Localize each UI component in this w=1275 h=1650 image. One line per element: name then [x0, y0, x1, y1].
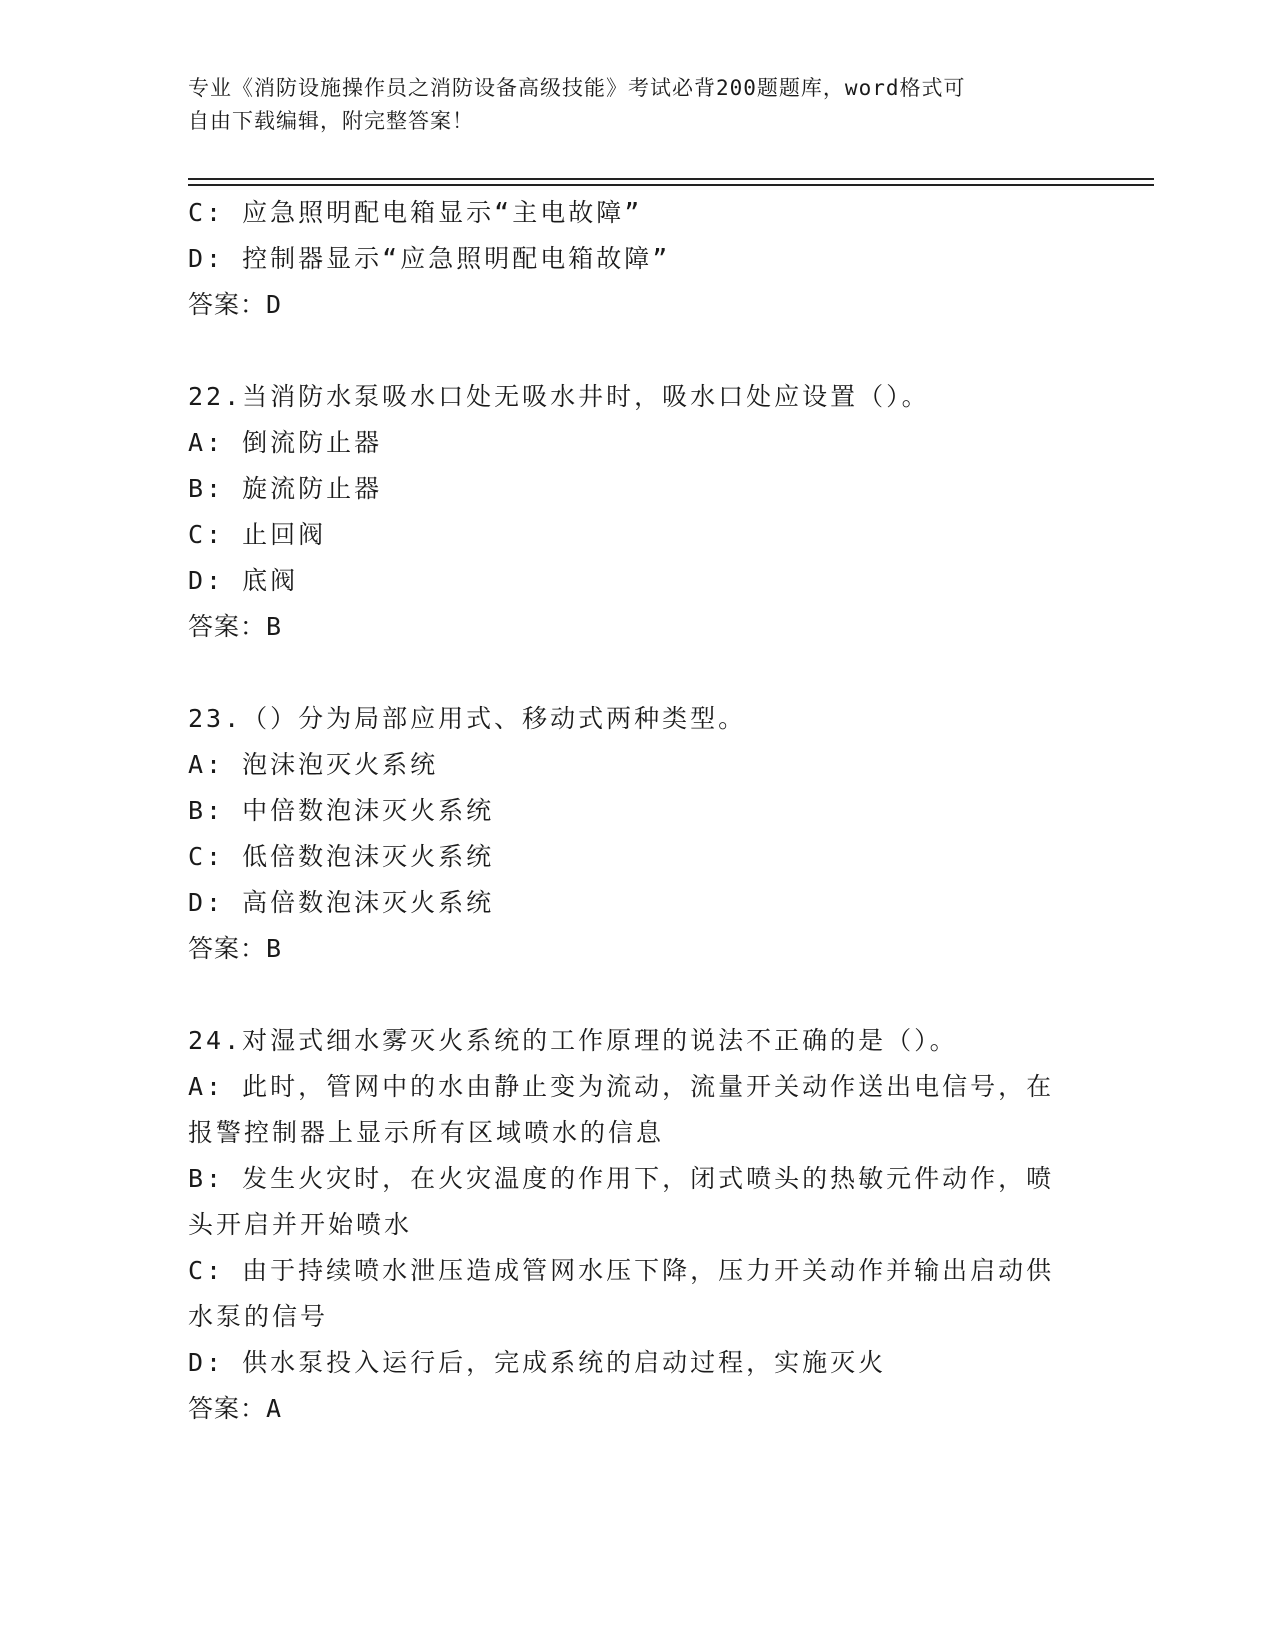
answer-label: 答案： [188, 1394, 267, 1423]
answer-value: A [266, 1394, 283, 1423]
question-23 [188, 696, 1088, 972]
option-d: D: 供水泵投入运行后，完成系统的启动过程，实施灭火 [188, 1348, 887, 1377]
answer-line [188, 604, 1088, 650]
answer-line [188, 1386, 1088, 1432]
question-stem: 23.（）分为局部应用式、移动式两种类型。 [188, 704, 747, 733]
answer-value: D [266, 290, 283, 319]
option-b: B: 中倍数泡沫灭火系统 [188, 796, 495, 825]
spacer [188, 972, 1088, 1018]
question-21-tail [188, 190, 1088, 328]
question-list [188, 190, 1088, 1432]
option-c: C: 止回阀 [188, 520, 327, 549]
answer-label: 答案： [188, 934, 267, 963]
header-line-1: 专业《消防设施操作员之消防设备高级技能》考试必背200题题库，word格式可 [188, 76, 966, 100]
answer-line [188, 926, 1088, 972]
document-header [188, 72, 1068, 138]
option-d: D: 控制器显示“应急照明配电箱故障” [188, 244, 671, 273]
option-a: A: 泡沫泡灭火系统 [188, 750, 439, 779]
question-22 [188, 374, 1088, 650]
option-a: A: 倒流防止器 [188, 428, 383, 457]
answer-value: B [266, 612, 283, 641]
option-d: D: 底阀 [188, 566, 299, 595]
option-c: C: 低倍数泡沫灭火系统 [188, 842, 495, 871]
answer-value: B [266, 934, 283, 963]
option-a-line-1: A: 此时，管网中的水由静止变为流动，流量开关动作送出电信号，在 [188, 1072, 1055, 1101]
answer-line [188, 282, 1088, 328]
option-c-line-2: 水泵的信号 [188, 1302, 329, 1331]
option-b-line-1: B: 发生火灾时，在火灾温度的作用下，闭式喷头的热敏元件动作，喷 [188, 1164, 1055, 1193]
header-divider-bottom [188, 184, 1154, 186]
answer-label: 答案： [188, 612, 267, 641]
header-line-2: 自由下载编辑，附完整答案！ [188, 109, 474, 133]
question-stem: 22.当消防水泵吸水口处无吸水井时，吸水口处应设置（）。 [188, 382, 930, 411]
option-b: B: 旋流防止器 [188, 474, 383, 503]
option-d: D: 高倍数泡沫灭火系统 [188, 888, 495, 917]
spacer [188, 328, 1088, 374]
question-24 [188, 1018, 1088, 1432]
option-a-line-2: 报警控制器上显示所有区域喷水的信息 [188, 1118, 665, 1147]
option-b-line-2: 头开启并开始喷水 [188, 1210, 413, 1239]
option-c: C: 应急照明配电箱显示“主电故障” [188, 198, 643, 227]
answer-label: 答案： [188, 290, 267, 319]
spacer [188, 650, 1088, 696]
header-divider-top [188, 178, 1154, 180]
option-c-line-1: C: 由于持续喷水泄压造成管网水压下降，压力开关动作并输出启动供 [188, 1256, 1055, 1285]
question-stem: 24.对湿式细水雾灭火系统的工作原理的说法不正确的是（）。 [188, 1026, 958, 1055]
